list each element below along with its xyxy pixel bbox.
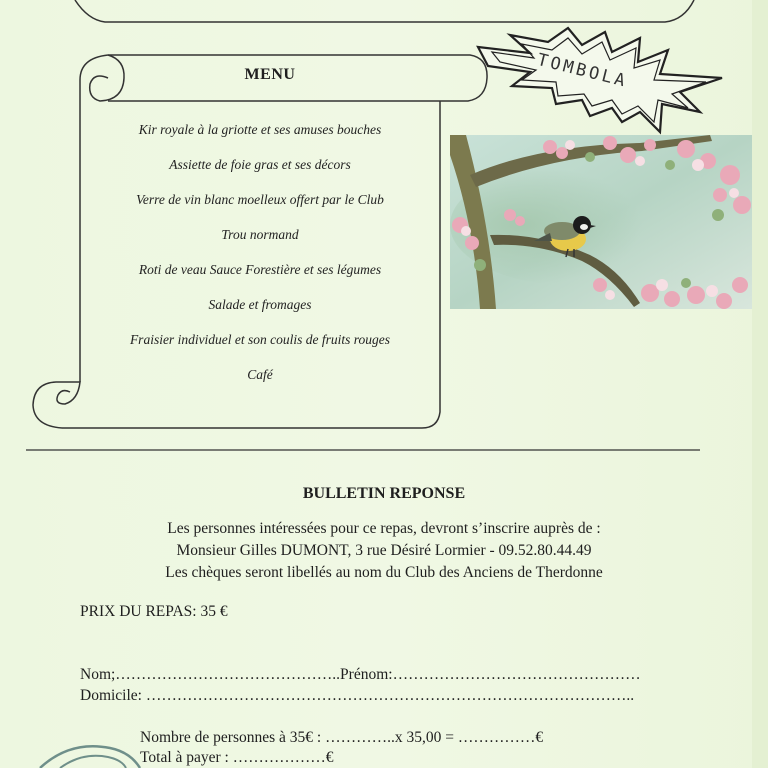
bulletin-contact-line: Monsieur Gilles DUMONT, 3 rue Désiré Lormier - 09.52.80.44.49 [176,542,592,559]
total-line: Total à payer : ………………€ [140,749,334,766]
menu-item-foie-gras: Assiette de foie gras et ses décors [169,157,351,172]
menu-item-roti-veau: Roti de veau Sauce Forestière et ses légumes [138,262,382,277]
bulletin-info [0,518,768,584]
menu-item-fraisier: Fraisier individuel et son coulis de fruits rouges [129,332,391,347]
menu-item-salade: Salade et fromages [208,297,312,312]
bulletin-info-line: Les personnes intéressées pour ce repas, devront s’inscrire auprès de : [167,520,601,537]
address-field-line: Domicile: ………………………………………………………………………………….. [80,687,635,704]
menu-item-trou-normand: Trou normand [221,227,299,242]
tombola-label: TOMBOLA [535,50,630,92]
menu-item-kir: Kir royale à la griotte et ses amuses bouches [138,122,382,137]
bird-on-blossom-branch-icon [450,135,752,309]
menu-list [100,118,420,398]
menu-item-cafe: Café [247,367,273,382]
meal-price: PRIX DU REPAS: 35 € [80,603,228,620]
menu-item-vin-blanc: Verre de vin blanc moelleux offert par le Club [136,192,384,207]
bulletin-cheque-line: Les chèques seront libellés au nom du Club des Anciens de Therdonne [165,564,603,581]
bulletin-title: BULLETIN REPONSE [302,485,466,502]
name-field-line: Nom;……………………………………..Prénom:………………………………………… [80,666,641,683]
menu-title: MENU [244,66,296,83]
persons-count-line: Nombre de personnes à 35€ : …………..x 35,00 = ……………€ [140,729,544,746]
